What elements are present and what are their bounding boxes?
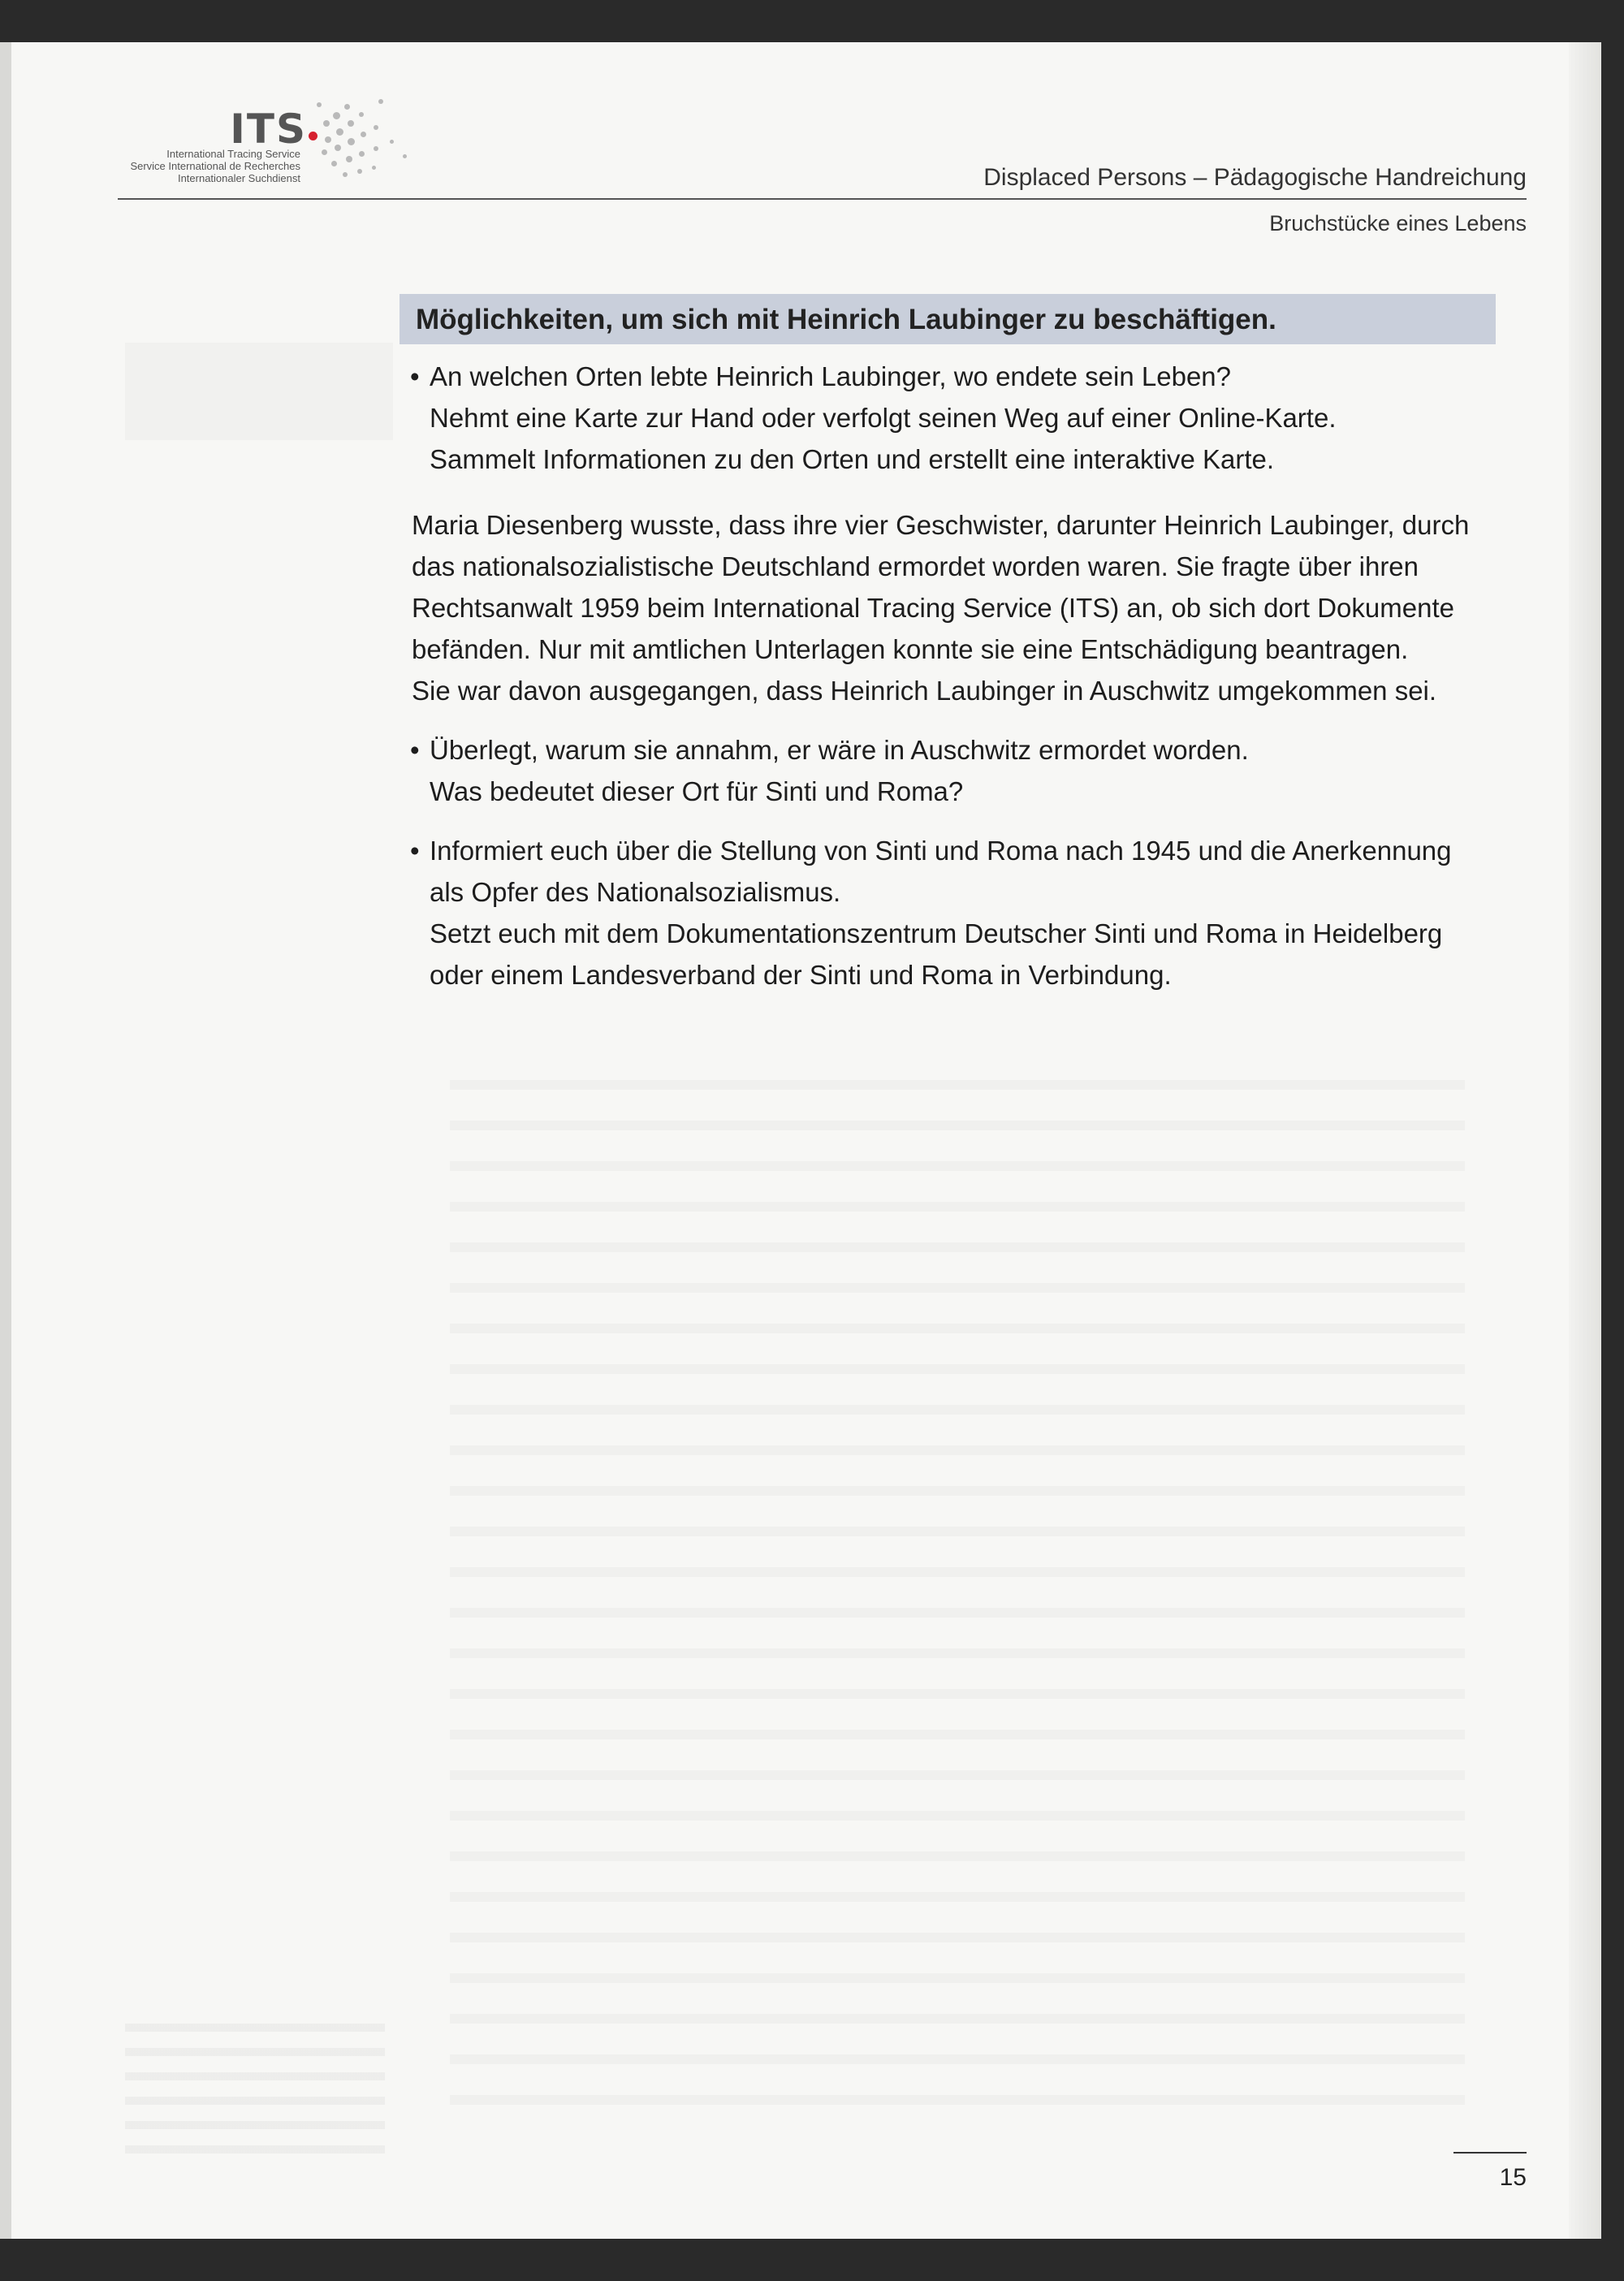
logo-line: International Tracing Service bbox=[166, 148, 300, 160]
bullet-icon: • bbox=[410, 361, 420, 391]
bullet-item-map bbox=[412, 356, 1500, 480]
header-title: Displaced Persons – Pädagogische Handreichung bbox=[983, 164, 1527, 191]
paragraph-line: das nationalsozialistische Deutschland ermordet worden waren. Sie fragte über ihren bbox=[412, 551, 1419, 581]
page-edge bbox=[1569, 42, 1601, 2239]
show-through-block bbox=[125, 343, 393, 440]
its-logo bbox=[114, 97, 422, 187]
bullet-item-recognition bbox=[412, 830, 1500, 996]
show-through-text bbox=[450, 1049, 1465, 2121]
body-paragraph bbox=[412, 504, 1500, 711]
paragraph-line: Sie war davon ausgegangen, dass Heinrich Laubinger in Auschwitz umgekommen sei. bbox=[412, 676, 1437, 706]
footer-divider bbox=[1453, 2152, 1527, 2154]
bullet-icon: • bbox=[410, 735, 420, 765]
bullet-line: Was bedeutet dieser Ort für Sinti und Roma? bbox=[430, 776, 964, 806]
bullet-line: Nehmt eine Karte zur Hand oder verfolgt seinen Weg auf einer Online-Karte. bbox=[430, 403, 1337, 433]
bullet-line: Setzt euch mit dem Dokumentationszentrum Deutscher Sinti und Roma in Heidelberg bbox=[430, 918, 1443, 948]
logo-line: Internationaler Suchdienst bbox=[177, 172, 300, 184]
paragraph-line: Rechtsanwalt 1959 beim International Tracing Service (ITS) an, ob sich dort Dokumente bbox=[412, 593, 1454, 623]
bullet-line: Überlegt, warum sie annahm, er wäre in Auschwitz ermordet worden. bbox=[430, 735, 1249, 765]
main-content bbox=[412, 356, 1500, 996]
show-through-caption bbox=[125, 2007, 385, 2170]
paragraph-line: befänden. Nur mit amtlichen Unterlagen konnte sie eine Entschädigung beantragen. bbox=[412, 634, 1409, 664]
bullet-line: oder einem Landesverband der Sinti und Roma in Verbindung. bbox=[430, 960, 1172, 990]
header-subtitle: Bruchstücke eines Lebens bbox=[1269, 211, 1527, 235]
paragraph-line: Maria Diesenberg wusste, dass ihre vier Geschwister, darunter Heinrich Laubinger, durch bbox=[412, 510, 1470, 540]
bullet-line: als Opfer des Nationalsozialismus. bbox=[430, 877, 841, 907]
bullet-icon: • bbox=[410, 836, 420, 866]
page-number: 15 bbox=[1499, 2164, 1527, 2191]
section-heading: Möglichkeiten, um sich mit Heinrich Laubinger zu beschäftigen. bbox=[416, 304, 1276, 335]
bullet-line: An welchen Orten lebte Heinrich Laubinger, wo endete sein Leben? bbox=[430, 361, 1232, 391]
bullet-item-auschwitz bbox=[412, 729, 1500, 812]
logo-wordmark: ITS bbox=[230, 106, 307, 153]
section-heading-bar bbox=[400, 294, 1496, 344]
logo-text bbox=[130, 148, 300, 184]
logo-dots-icon bbox=[300, 97, 422, 187]
bullet-line: Informiert euch über die Stellung von Sinti und Roma nach 1945 und die Anerkennung bbox=[430, 836, 1452, 866]
header-divider bbox=[118, 198, 1527, 200]
logo-line: Service International de Recherches bbox=[130, 160, 300, 172]
bullet-line: Sammelt Informationen zu den Orten und erstellt eine interaktive Karte. bbox=[430, 444, 1275, 474]
